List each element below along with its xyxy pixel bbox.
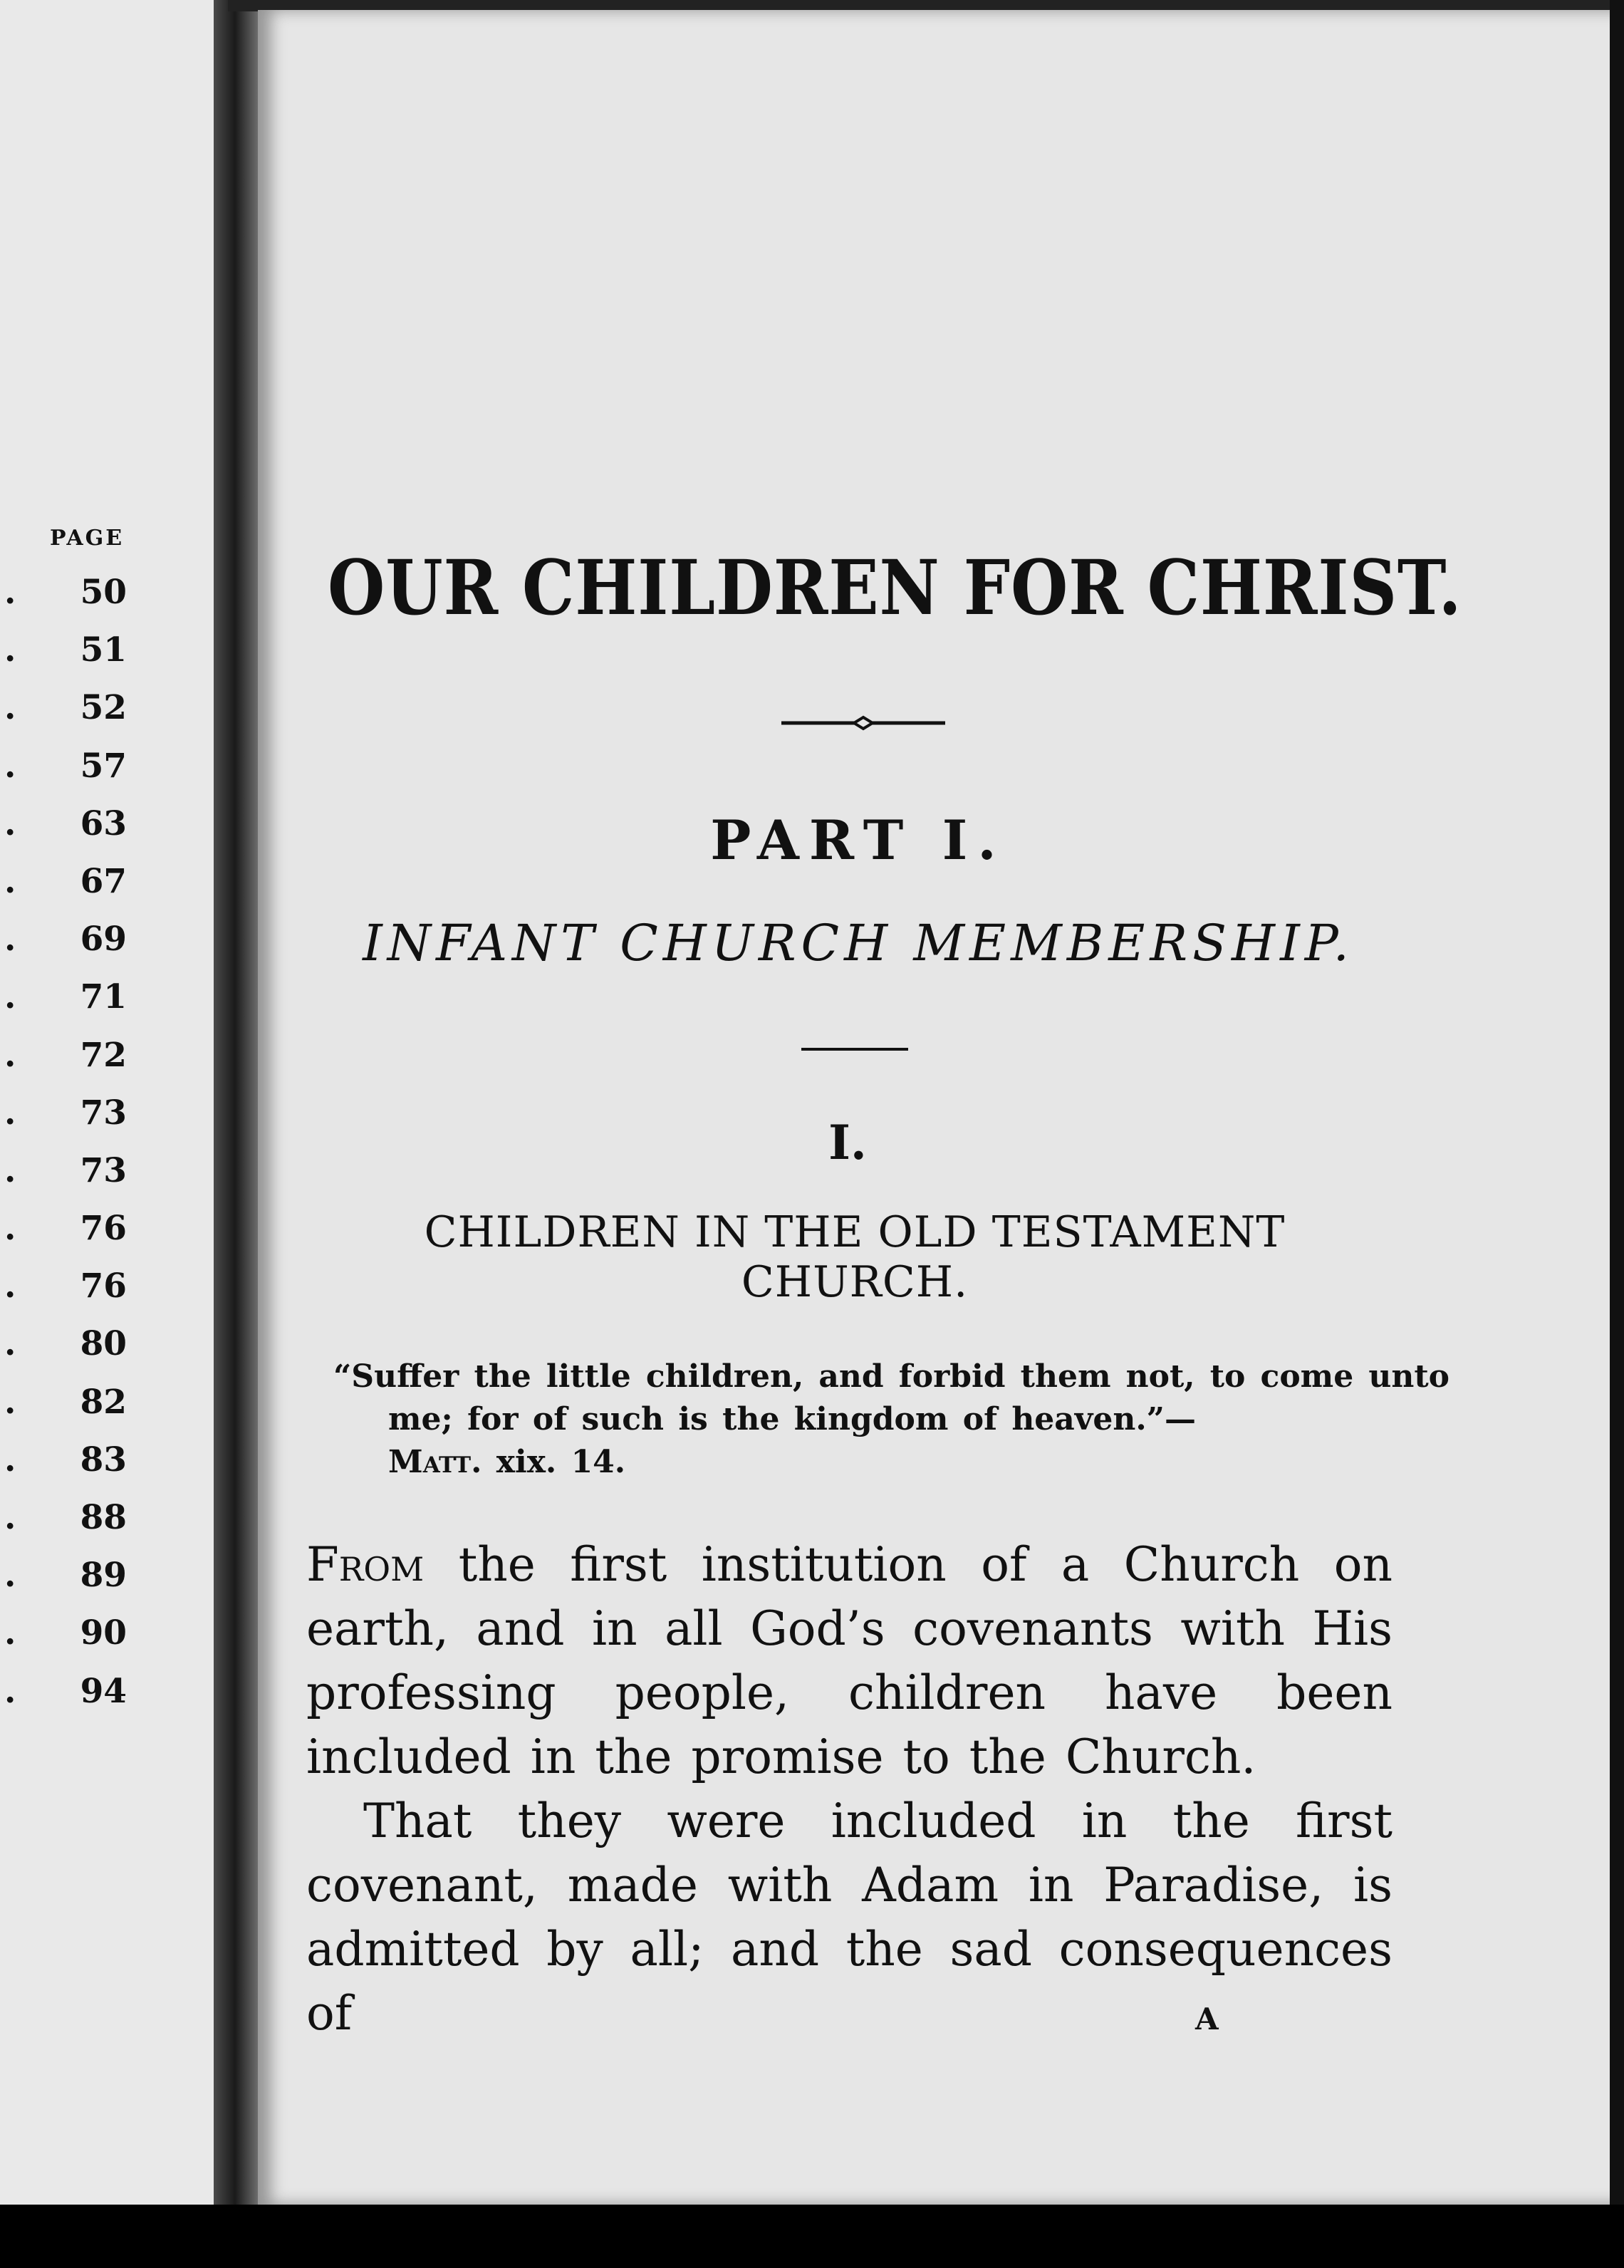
toc-page-number: 72: [80, 1035, 127, 1075]
epigraph-quote: “Suffer the little children, and forbid them not, to come unto me; for of such is the kingdom of heaven.”—: [333, 1358, 1449, 1437]
toc-page-number: 82: [80, 1382, 127, 1422]
toc-leader-dot: .: [4, 861, 16, 901]
toc-leader-dot: .: [4, 1498, 16, 1537]
toc-row: [0, 1437, 135, 1495]
toc-row: [0, 1321, 135, 1379]
toc-page-number: 51: [80, 630, 127, 670]
book-title: OUR CHILDREN FOR CHRIST.: [328, 543, 1462, 632]
toc-leader-dot: .: [4, 1324, 16, 1364]
epigraph-citation-book: Matt.: [388, 1444, 482, 1480]
toc-page-number: 63: [80, 803, 127, 843]
ornament-diamond: [854, 717, 873, 729]
toc-leader-dot: .: [4, 1382, 16, 1422]
toc-leader-dot: .: [4, 1671, 16, 1711]
toc-leader-dot: .: [4, 630, 16, 670]
toc-page-number: 67: [80, 861, 127, 901]
toc-page-number: 88: [80, 1498, 127, 1537]
toc-page-column-header: PAGE: [50, 526, 125, 551]
toc-leader-dot: .: [4, 1613, 16, 1653]
toc-row: [0, 685, 135, 743]
toc-page-number: 73: [80, 1150, 127, 1190]
toc-row: [0, 1206, 135, 1264]
toc-row: [0, 744, 135, 801]
toc-leader-dot: .: [4, 803, 16, 843]
body-text: [306, 1533, 1393, 2046]
paragraph-1: [306, 1533, 1393, 1789]
scan-right-border: [1610, 0, 1624, 2268]
toc-page-number: 69: [80, 920, 127, 959]
toc-row: [0, 1611, 135, 1668]
toc-leader-dot: .: [4, 746, 16, 786]
toc-page-number: 73: [80, 1093, 127, 1133]
toc-leader-dot: .: [4, 920, 16, 959]
toc-page-number: 76: [80, 1266, 127, 1306]
epigraph-citation: [388, 1441, 1449, 1484]
signature-mark: A: [1195, 2002, 1219, 2036]
toc-row: [0, 1669, 135, 1727]
left-facing-page: [0, 0, 227, 2205]
toc-row: [0, 1495, 135, 1553]
section-numeral: I.: [828, 1115, 867, 1170]
paragraph-2: That they were included in the first covenant, made with Adam in Paradise, is admitted by all; and the sad consequences of: [306, 1794, 1393, 2041]
toc-leader-dot: .: [4, 1209, 16, 1249]
toc-page-number: 94: [80, 1671, 127, 1711]
toc-page-number: 83: [80, 1440, 127, 1479]
toc-leader-dot: .: [4, 1556, 16, 1596]
chapter-title: CHILDREN IN THE OLD TESTAMENT CHURCH.: [424, 1207, 1286, 1307]
toc-page-number: 89: [80, 1556, 127, 1596]
paragraph-1-text: the first institution of a Church on earth, and in all God’s covenants with His professing people, children have been included in the promise to the Church.: [306, 1537, 1393, 1784]
scan-bottom-border: [0, 2205, 1624, 2268]
toc-leader-dot: .: [4, 688, 16, 728]
toc-leader-dot: .: [4, 1150, 16, 1190]
toc-row: [0, 1553, 135, 1611]
section-divider-rule: [801, 1048, 908, 1051]
toc-row: [0, 974, 135, 1032]
toc-leader-dot: .: [4, 1266, 16, 1306]
toc-page-number: 52: [80, 688, 127, 728]
toc-page-number: 50: [80, 573, 127, 612]
toc-leader-dot: .: [4, 1440, 16, 1479]
toc-page-number: 71: [80, 977, 127, 1017]
toc-page-number: 80: [80, 1324, 127, 1364]
toc-row: [0, 1380, 135, 1437]
toc-page-number: 57: [80, 746, 127, 786]
title-ornament-rule: [781, 712, 945, 734]
toc-leader-dot: .: [4, 977, 16, 1017]
toc-row: [0, 570, 135, 628]
paragraph-1-lead-word: From: [306, 1537, 425, 1592]
toc-row: [0, 1264, 135, 1321]
epigraph-citation-reference: xix. 14.: [496, 1444, 626, 1480]
part-heading: PART I.: [710, 808, 1006, 872]
toc-row: [0, 1033, 135, 1091]
toc-row: [0, 628, 135, 685]
toc-leader-dot: .: [4, 1035, 16, 1075]
toc-page-number: 76: [80, 1209, 127, 1249]
toc-page-number: 90: [80, 1613, 127, 1653]
toc-leader-dot: .: [4, 573, 16, 612]
toc-leader-dot: .: [4, 1093, 16, 1133]
part-subtitle: INFANT CHURCH MEMBERSHIP.: [363, 914, 1354, 972]
epigraph: [333, 1356, 1449, 1484]
